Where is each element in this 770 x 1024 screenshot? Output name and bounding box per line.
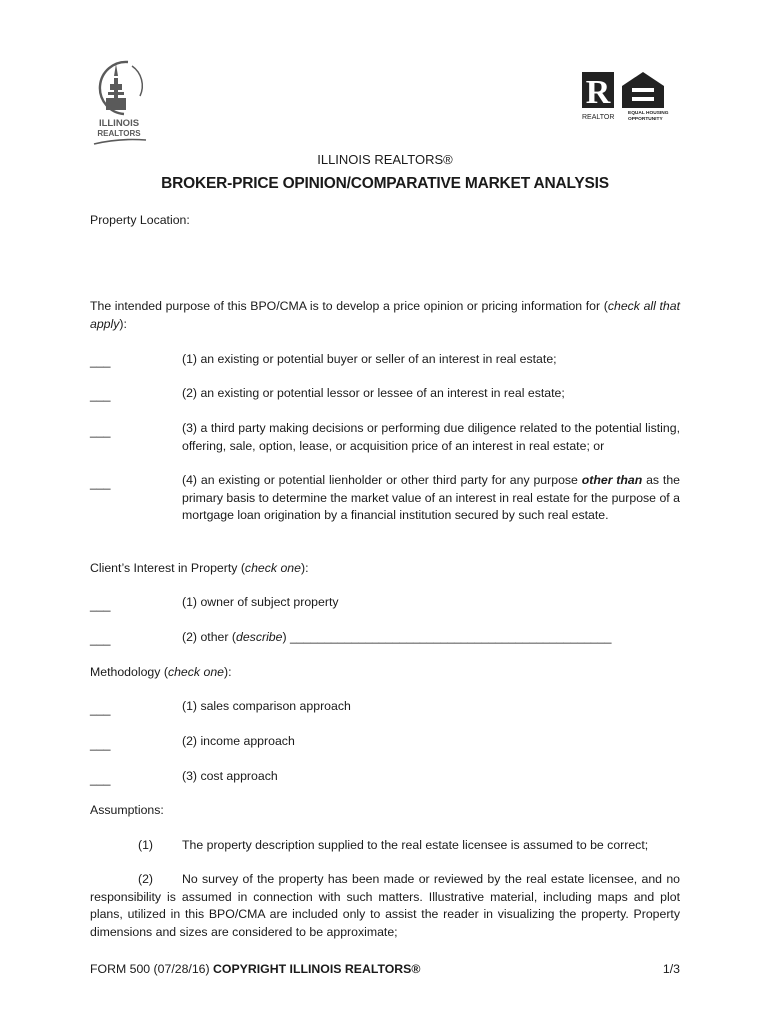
checkbox-blank[interactable]: ___ xyxy=(90,632,111,646)
realtor-label: REALTOR xyxy=(582,114,615,121)
purpose-option-1: (1) an existing or potential buyer or seller of an interest in real estate; xyxy=(182,352,557,366)
logo-line-1: ILLINOIS xyxy=(98,118,140,129)
equal-housing-line-1: EQUAL HOUSING xyxy=(628,111,669,116)
client-option-1: (1) owner of subject property xyxy=(182,595,339,609)
document-title: BROKER-PRICE OPINION/COMPARATIVE MARKET ANALYSIS xyxy=(161,175,609,192)
purpose-option-3: (3) a third party making decisions or performing due diligence related to the potential listing, offering, sale, option, lease, or acquisition price of an interest in real estate; or xyxy=(182,421,680,453)
purpose-intro: The intended purpose of this BPO/CMA is to develop a price opinion or pricing information for (check all that apply): xyxy=(90,299,680,331)
assumption-number: (2) xyxy=(138,872,154,886)
methodology-option-3: (3) cost approach xyxy=(182,769,278,783)
methodology-option-2: (2) income approach xyxy=(182,734,295,748)
logo-line-2: REALTORS xyxy=(97,129,141,138)
checkbox-blank[interactable]: ___ xyxy=(90,702,111,716)
client-interest-label: Client’s Interest in Property (check one): xyxy=(90,561,309,575)
illinois-realtors-logo xyxy=(88,56,150,148)
page-number: 1/3 xyxy=(662,962,680,976)
assumption-number: (1) xyxy=(138,838,154,852)
checkbox-blank[interactable]: ___ xyxy=(90,388,111,402)
checkbox-blank[interactable]: ___ xyxy=(90,476,111,490)
assumption-2: No survey of the property has been made or reviewed by the real estate licensee, and no responsibility is assumed in connection with such matters. Illustrative material, including maps and plot plans, utilized in this BPO/CMA are included only to assist the reader in visualizing the property. Property dimensions and sizes are considered to be approximate; xyxy=(90,872,680,939)
methodology-label: Methodology (check one): xyxy=(90,665,232,679)
equal-housing-line-2: OPPORTUNITY xyxy=(628,117,663,122)
checkbox-blank[interactable]: ___ xyxy=(90,598,111,612)
methodology-option-1: (1) sales comparison approach xyxy=(182,699,351,713)
purpose-option-2: (2) an existing or potential lessor or lessee of an interest in real estate; xyxy=(182,386,565,400)
assumptions-label: Assumptions: xyxy=(90,803,164,817)
svg-text:R: R xyxy=(585,74,611,111)
checkbox-blank[interactable]: ___ xyxy=(90,737,111,751)
checkbox-blank[interactable]: ___ xyxy=(90,424,111,438)
checkbox-blank[interactable]: ___ xyxy=(90,354,111,368)
property-location-label: Property Location: xyxy=(90,213,190,227)
footer-form-info: FORM 500 (07/28/16) COPYRIGHT ILLINOIS REALTORS® xyxy=(90,962,421,976)
purpose-option-4: (4) an existing or potential lienholder or other third party for any purpose other than as the primary basis to determine the market value of an interest in real estate for the purpose of a mortgage loan origination by a financial institution secured by such real estate. xyxy=(182,473,680,522)
org-title: ILLINOIS REALTORS® xyxy=(317,152,453,167)
realtor-equal-housing-logo xyxy=(580,70,672,122)
assumption-1: The property description supplied to the real estate licensee is assumed to be correct; xyxy=(182,838,649,852)
client-option-2: (2) other (describe) _______________________________________________ xyxy=(182,630,612,644)
checkbox-blank[interactable]: ___ xyxy=(90,772,111,786)
